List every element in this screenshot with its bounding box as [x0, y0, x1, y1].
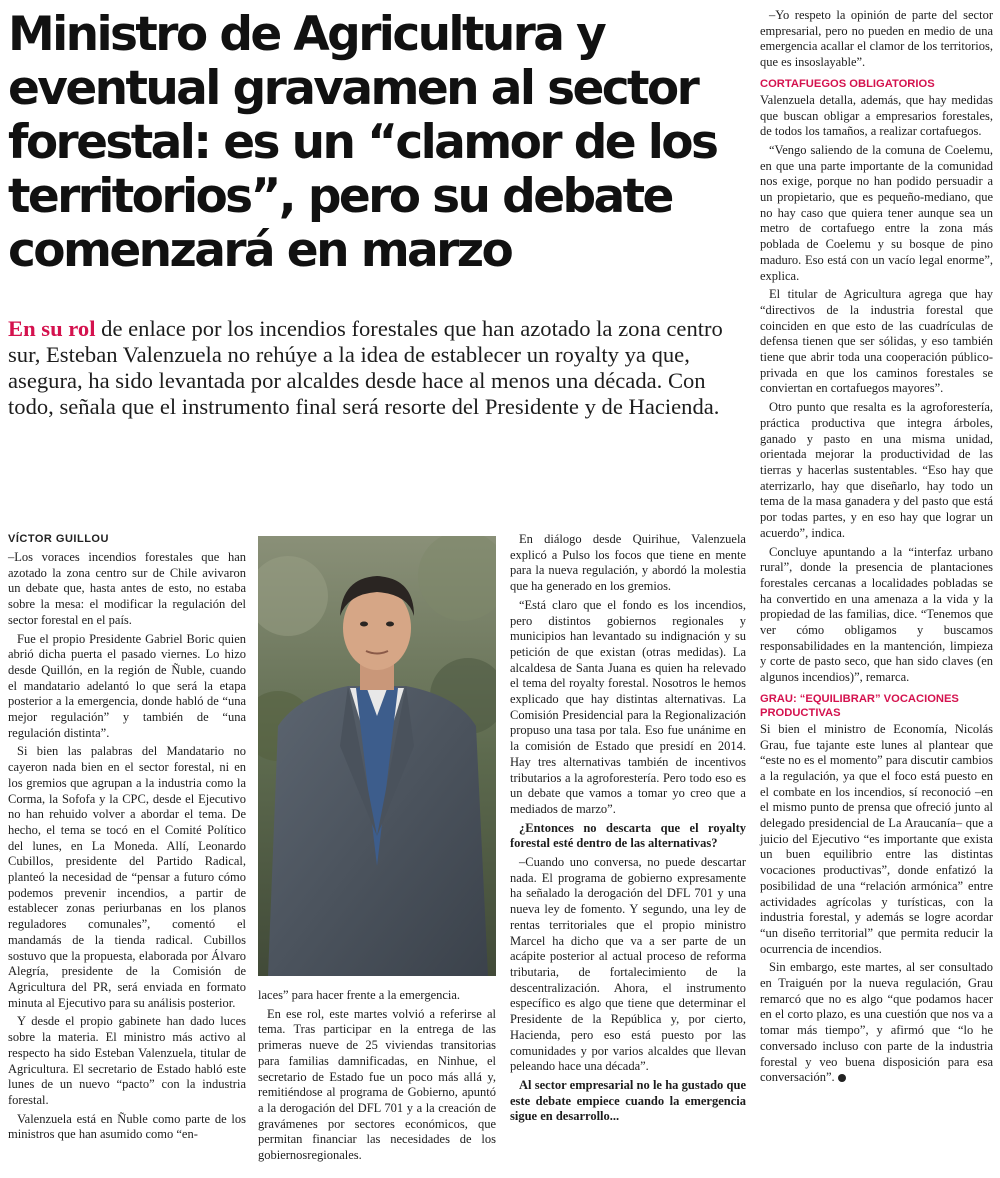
column-2 [258, 988, 496, 1167]
body-paragraph [760, 960, 993, 1086]
body-paragraph: Valenzuela está en Ñuble como parte de los ministros que han asumido como “en- [8, 1111, 246, 1142]
end-of-article-icon [838, 1074, 846, 1082]
body-paragraph: Si bien las palabras del Mandatario no cayeron nada bien en el sector forestal, ni en los gremios que agrupan a la industria como la Corma, la Sofofa y la CPC, desde el Ejecutivo no han rehuido volver a abordar el tema. De hecho, el tema se tocó en el Comité Político del lunes, en La Moneda. Allí, Leonardo Cubillos, presidente del Partido Radical, planteó la necesidad de “pensar a futuro cómo podemos prevenir incendios, a partir de establecer zonas periurbanas en los planos reguladores comunales”, comentó el mandamás de la tienda radical. Cubillos sostuvo que la propuesta, elaborada por Álvaro Alegría, presidente de la Comisión de Agricultura del PR, será enviada en formato minuta al Ejecutivo para su análisis posterior. [8, 744, 246, 1010]
body-paragraph: Si bien el ministro de Economía, Nicolás Grau, fue tajante este lunes al plantear que “este no es el momento” para discutir cambios a la regulación, ya que el foco está puesto en el combate en los incendios, sí reconoció –en el mismo punto de prensa que ofreció junto al delegado presidencial de La Araucanía– que a juicio del Ejecutivo “es importante que exista un buen equilibrio entre las distintas vocaciones productivas”, donde enfatizó la posibilidad de una “relación armónica” entre actividades agrícolas y turísticas, con la industria forestal, y además se logre acordar “un diseño territorial” que permita reducir la ocurrencia de incendios. [760, 721, 993, 956]
portrait-illustration [258, 536, 496, 976]
body-paragraph: Concluye apuntando a la “interfaz urbano rural”, donde la presencia de plantaciones forestales cercanas a localidades pobladas se ha convertido en una amenaza a la vida y la propiedad de las familias, dice. “Tenemos que ver cómo obligamos y buscamos responsabilidades en la mantención, limpieza y corte de pasto seco, que han sido claves (en algunos incendios)”, remarca. [760, 544, 993, 685]
body-paragraph: El titular de Agricultura agrega que hay “directivos de la industria forestal que coinciden en que esto de las cuadrículas de defensa tienen que ser sólidas, y eso también tiene que abrir toda una cooperación público-privada en que los caminos forestales se conviertan en cortafuegos mayores”. [760, 287, 993, 396]
body-paragraph: Y desde el propio gabinete han dado luces sobre la materia. El ministro más activo al respecto ha sido Esteban Valenzuela, titular de Agricultura. El secretario de Estado habló este lunes de un nuevo “pacto” con la industria forestal. [8, 1014, 246, 1107]
subhead-grau: GRAU: “EQUILIBRAR” VOCACIONES PRODUCTIVAS [760, 692, 959, 719]
body-paragraph: “Vengo saliendo de la comuna de Coelemu, en que una parte importante de la comunidad nos exige, porque no han podido persuadir a un propietario, que es pequeño-mediano, que no hay caso que quiera tener aunque sea un metro de cortafuego entre la zona más poblada de Coelemu y su bosque de pino maduro. Eso está con un vacío legal enorme”, explica. [760, 142, 993, 283]
portrait-photo [258, 536, 496, 976]
body-paragraph: laces” para hacer frente a la emergencia. [258, 988, 461, 1002]
interview-question: Al sector empresarial no le ha gustado que este debate empiece cuando la emergencia sigue en desarrollo... [510, 1077, 746, 1124]
subhead-cortafuegos: CORTAFUEGOS OBLIGATORIOS [760, 77, 935, 90]
body-paragraph: “Está claro que el fondo es los incendios, pero distintos gobiernos regionales y municipios han levantado su indignación y su petición de que existan (otras medidas). La alcaldesa de Santa Juana es quien ha relevado el tema del royalty forestal. Nosotros le hemos explicado que hay distintas alternativas. La Comisión Presidencial para la Regionalización propuso una tasa por tala. Eso fue unánime en la comisión de Estado que presidí en 2014. Hay tres alternativas también de incentivos tributarios a la agroforestería. Pero todo eso es un debate que vamos a tomar yo creo que a mediados de marzo”. [510, 597, 746, 816]
column-3 [510, 532, 746, 1128]
body-paragraph: –Los voraces incendios forestales que han azotado la zona centro sur de Chile avivaron un debate que, hasta antes de esto, no estaba sobre la mesa: el modificar la regulación del sector forestal en el país. [8, 550, 246, 627]
body-paragraph: En ese rol, este martes volvió a referirse al tema. Tras participar en la entrega de las primeras nueve de 25 viviendas transitorias para familias damnificadas, en Ninhue, el secretario de Estado fue un poco más allá y, remitiéndose al programa de Gobierno, apuntó a la derogación del DFL 701 y a la creación de gravámenes por sectores económicos, que permitan financiar las necesidades de los gobiernosregionales. [258, 1006, 496, 1163]
lead-paragraph [8, 316, 736, 420]
headline: Ministro de Agricultura y eventual gravamen al sector forestal: es un “clamor de los territorios”, pero su debate comenzará en marzo [8, 7, 717, 278]
byline: VÍCTOR GUILLOU [8, 533, 109, 545]
body-paragraph: –Yo respeto la opinión de parte del sector empresarial, pero no pueden en medio de una emergencia acallar el clamor de los territorios, que es insoslayable”. [760, 8, 993, 70]
body-paragraph: En diálogo desde Quirihue, Valenzuela explicó a Pulso los focos que tiene en mente para la nueva regulación, y abordó la molestia que ha generado en los gremios. [510, 532, 746, 594]
lead-text: de enlace por los incendios forestales que han azotado la zona centro sur, Esteban Valenzuela no rehúye a la idea de establecer un royalty ya que, asegura, ha sido levantada por alcaldes desde hace al menos una década. Con todo, señala que el instrumento final será resorte del Presidente y de Hacienda. [8, 316, 723, 419]
lead-kicker: En su rol [8, 316, 96, 341]
body-paragraph: –Cuando uno conversa, no puede descartar nada. El programa de gobierno expresamente ha señalado la derogación del DFL 701 y una nueva ley de fomento. Y segundo, una ley de rentas territoriales que el propio ministro Marcel ha dicho que va a ser parte de un acápite posterior al actual proceso de reforma tributaria, de fortalecimiento de la descentralización. Ahora, el instrumento específico es algo que tiene que determinar el Presidente de la República y, por cierto, Hacienda, pero eso está puesto por las comunidades y por varios alcaldes que llevan peleando hace una década”. [510, 855, 746, 1074]
body-paragraph: Valenzuela detalla, además, que hay medidas que buscan obligar a empresarios forestales, de todos los tamaños, a realizar cortafuegos. [760, 92, 993, 139]
column-4 [760, 8, 993, 1089]
body-paragraph: Fue el propio Presidente Gabriel Boric quien abrió dicha puerta el pasado viernes. Lo hizo desde Quillón, en la región de Ñuble, cuando el mandatario adelantó lo que será la etapa posterior a la emergencia, donde habló de “una mejor regulación” y también de “una regulación distinta”. [8, 631, 246, 740]
interview-question: ¿Entonces no descarta que el royalty forestal esté dentro de las alternativas? [510, 820, 746, 851]
body-paragraph: Otro punto que resalta es la agroforestería, práctica productiva que integra árboles, ganado y pasto en una misma unidad, orientada mejorar la productividad de las tierras y hacerlas sustentables. “Eso hay que aterrizarlo, hay que diseñarlo, hay todo un tema de la masa ganadera y del pasto que está por todas partes, y en eso hay que lograr un acuerdo”, indica. [760, 400, 993, 540]
column-1 [8, 550, 246, 1146]
final-paragraph-text: Sin embargo, este martes, al ser consultado en Traiguén por la nueva regulación, Grau remarcó que no es algo “que podamos hacer en el corto plazo, es una cuestión que nos va a tomar más tiempo”, y afirmó que “lo he conversado incluso con parte de la industria forestal y veo buena disposición para esa conversación”. [760, 960, 993, 1085]
